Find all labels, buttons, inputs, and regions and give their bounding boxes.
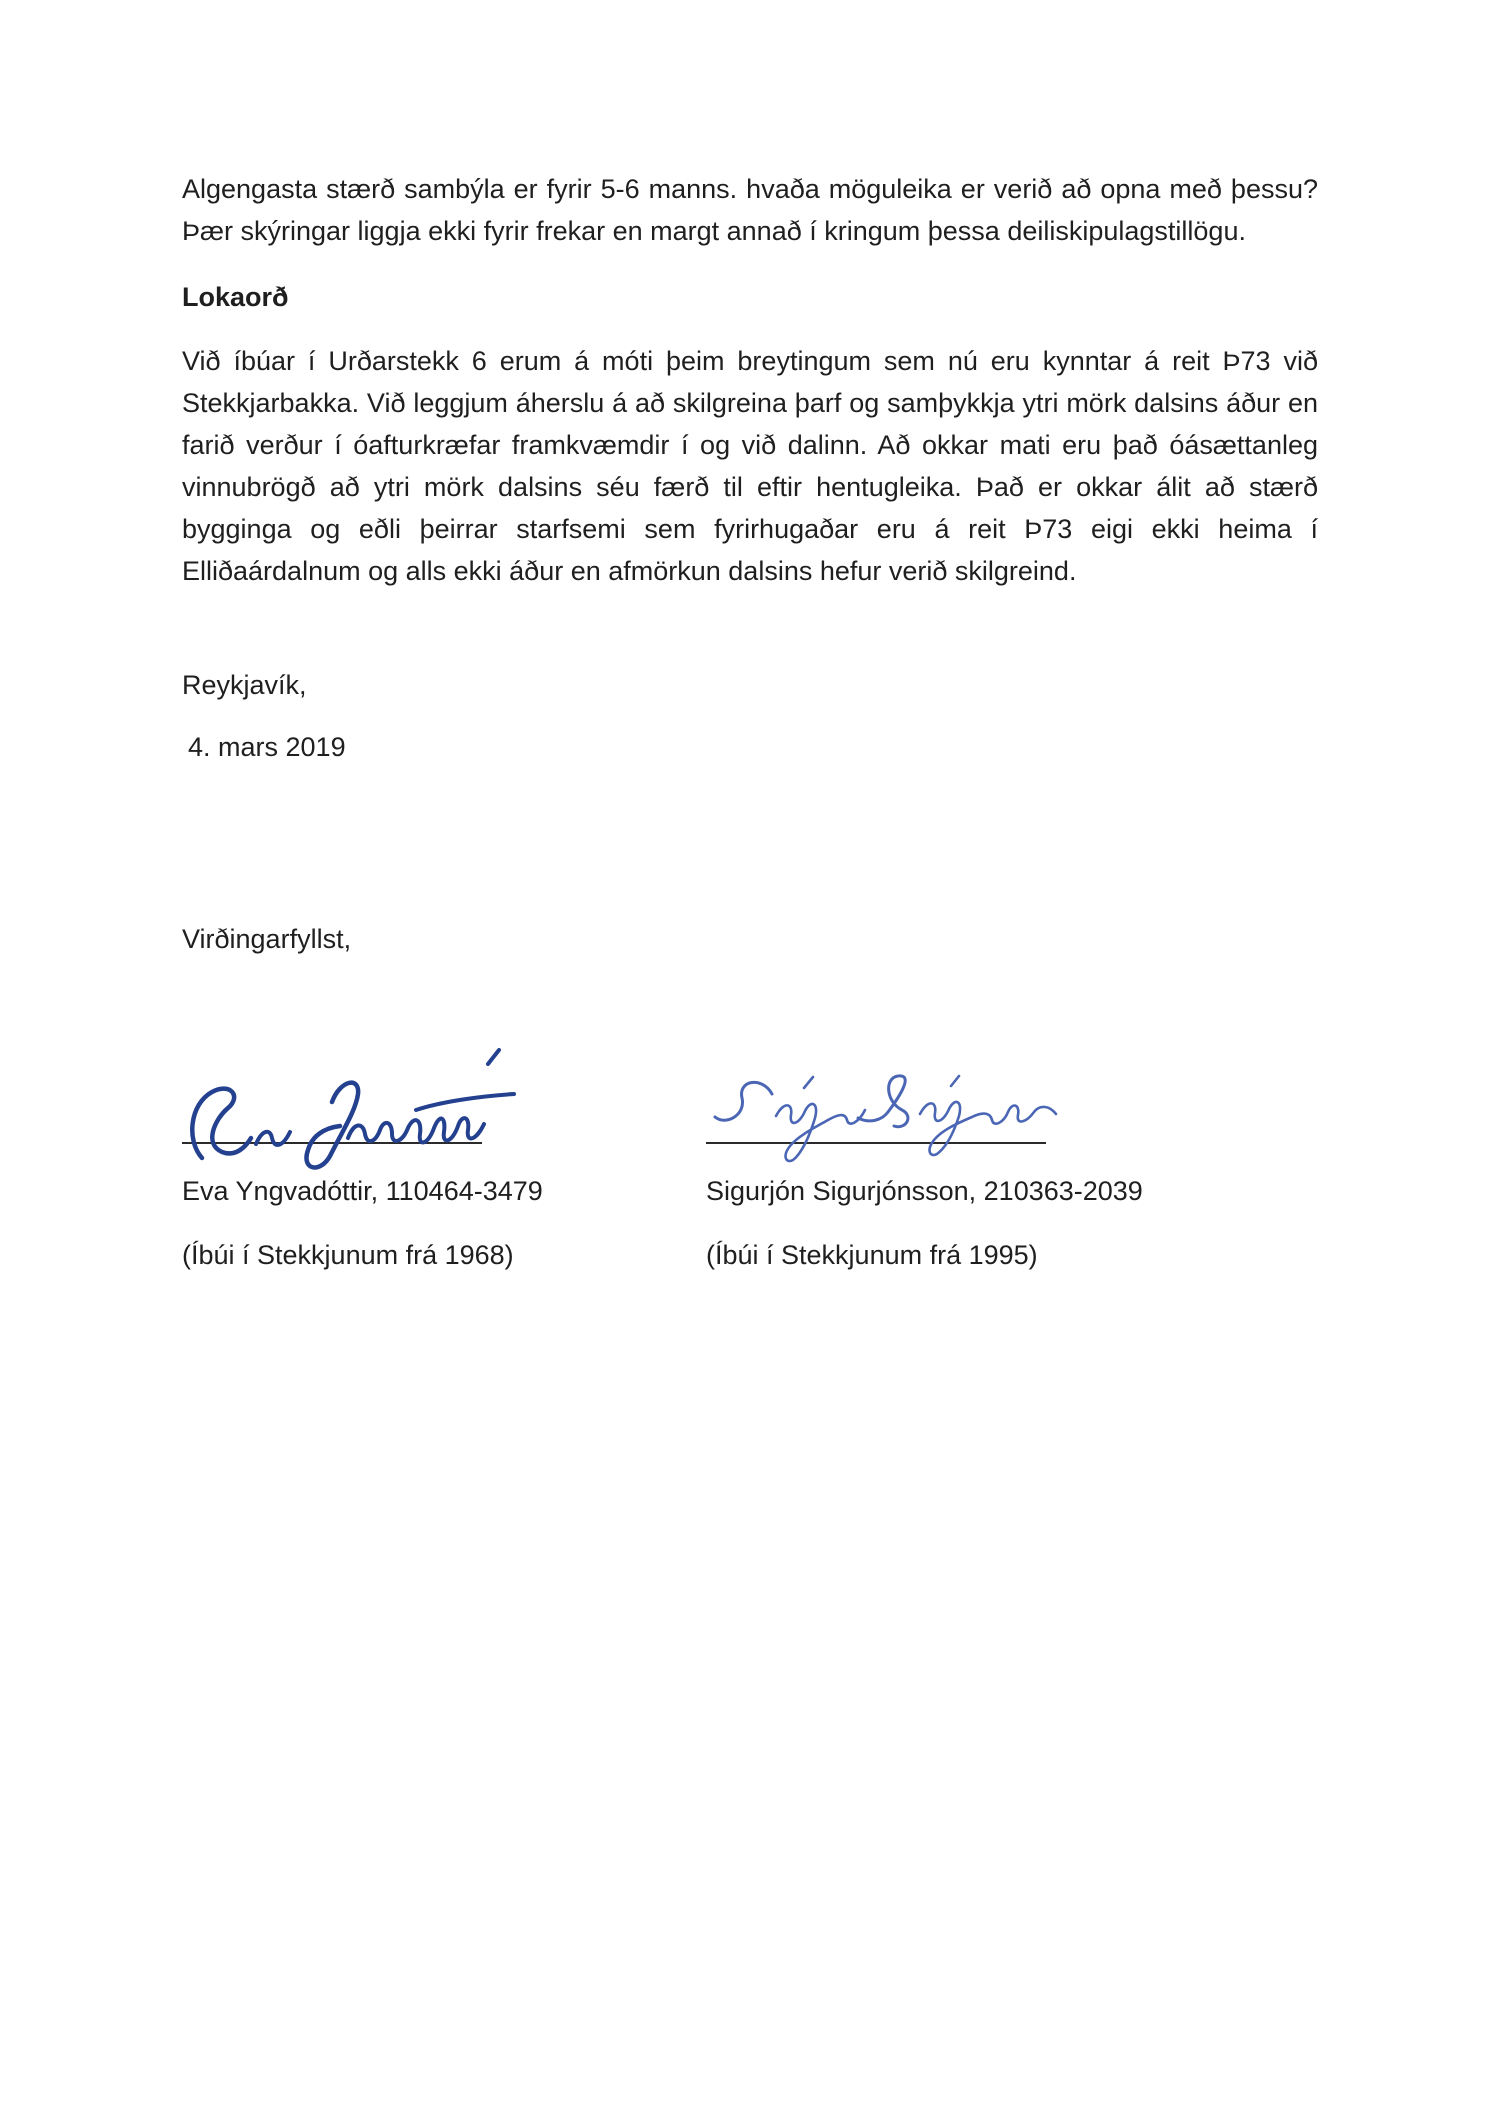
signatory-residence-sigurjon: (Íbúi í Stekkjunum frá 1995): [706, 1240, 1038, 1270]
signature-eva-image: [182, 1046, 522, 1172]
signatory-name-sigurjon: Sigurjón Sigurjónsson, 210363-2039: [706, 1176, 1143, 1206]
signature-block: [182, 1044, 1318, 1276]
signatory-name-eva: Eva Yngvadóttir, 110464-3479: [182, 1176, 543, 1206]
paragraph-questions: Algengasta stærð sambýla er fyrir 5-6 manns. hvaða möguleika er verið að opna með þessu? Þær skýringar liggja ekki fyrir frekar en margt annað í kringum þessa deiliskipulagstillögu.: [182, 174, 1318, 246]
signatory-sigurjon: [706, 1044, 1230, 1276]
signatory-residence-eva: (Íbúi í Stekkjunum frá 1968): [182, 1240, 514, 1270]
place-line: Reykjavík,: [182, 670, 307, 700]
signatory-eva: [182, 1044, 706, 1276]
valediction: Virðingarfyllst,: [182, 924, 352, 954]
date-line: 4. mars 2019: [188, 732, 346, 762]
paragraph-closing-statement: Við íbúar í Urðarstekk 6 erum á móti þeim breytingum sem nú eru kynntar á reit Þ73 við Stekkjarbakka. Við leggjum áherslu á að skilgreina þarf og samþykkja ytri mörk dalsins áður en farið verður í óafturkræfar framkvæmdir í og við dalinn. Að okkar mati eru það óásættanleg vinnubrögð að ytri mörk dalsins séu færð til eftir hentugleika. Það er okkar álit að stærð bygginga og eðli þeirrar starfsemi sem fyrirhugaðar eru á reit Þ73 eigi ekki heima í Elliðaárdalnum og alls ekki áður en afmörkun dalsins hefur verið skilgreind.: [182, 346, 1318, 586]
signature-sigurjon: [706, 1044, 1230, 1172]
signature-sigurjon-image: [706, 1068, 1066, 1172]
signature-eva: [182, 1044, 706, 1172]
section-heading-lokaord: Lokaorð: [182, 282, 289, 312]
